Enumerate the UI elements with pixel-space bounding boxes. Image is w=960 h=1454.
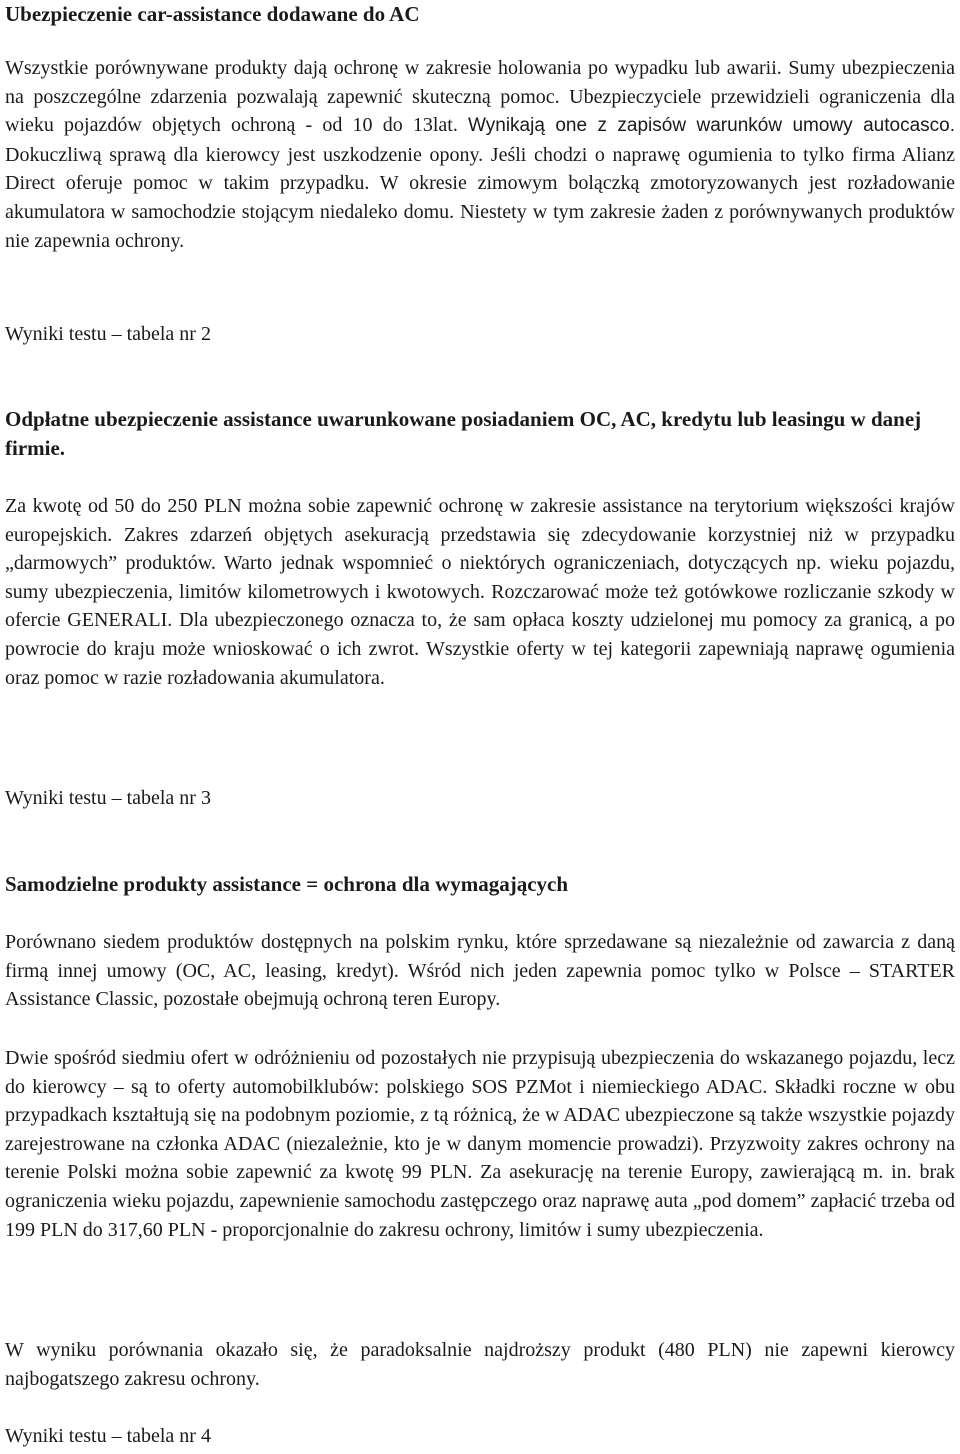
section-paragraph-standalone-3: W wyniku porównania okazało się, że paradoksalnie najdroższy produkt (480 PLN) nie zapewni kierowcy najbogatszego zakresu ochrony. (5, 1339, 955, 1390)
section-paragraph-paid-assistance: Za kwotę od 50 do 250 PLN można sobie zapewnić ochronę w zakresie assistance na terytorium większości krajów europejskich. Zakres zdarzeń objętych asekuracją przedstawia się zdecydowanie korzystniej niż w przypadku „darmowych” produktów. Warto jednak wspomnieć o niektórych ograniczeniach, dotyczących np. wieku pojazdu, sumy ubezpieczenia, limitów kilometrowych i kwotowych. Rozczarować może też gotówkowe rozliczanie szkody w ofercie GENERALI. Dla ubezpieczonego oznacza to, że sam opłaca koszty udzielonej mu pomocy za granicą, a po powrocie do kraju może wnioskować o ich zwrot. Wszystkie oferty w tej kategorii zapewniają naprawę ogumienia oraz pomoc w razie rozładowania akumulatora. (5, 495, 955, 689)
section-paragraph-standalone-1: Porównano siedem produktów dostępnych na polskim rynku, które sprzedawane są niezależnie od zawarcia z daną firmą innej umowy (OC, AC, leasing, kredyt). Wśród nich jeden zapewnia pomoc tylko w Polsce – STARTER Assistance Classic, pozostałe obejmują ochroną teren Europy. (5, 931, 955, 1011)
section-heading-car-assistance: Ubezpieczenie car-assistance dodawane do AC (5, 2, 420, 26)
paragraph-text-part: Dokuczliwą sprawą dla kierowcy jest uszkodzenie opony. Jeśli chodzi o naprawę ogumienia to tylko firma Alianz Direct oferuje pomoc w takim przypadku. (5, 143, 955, 195)
paragraph-text-part: W okresie zimowym bolączką zmotoryzowanych jest rozładowanie akumulatora w samochodzie stojącym niedaleko domu. Niestety w tym zakresie żaden z porównywanych produktów nie zapewnia ochrony. (5, 172, 955, 252)
paragraph-text-part: Wszystkie porównywane produkty dają ochronę w zakresie holowania po wypadku lub awarii. Sumy ubezpieczenia na poszczególne zdarzenia pozwalają zapewnić skuteczną pomoc. Ubezpieczyciele przewidzieli ograniczenia dla wieku pojazdów objętych ochroną - od 10 do 13lat. (5, 57, 955, 137)
section-heading-standalone-assistance: Samodzielne produkty assistance = ochrona dla wymagających (5, 872, 569, 896)
paragraph-text-part: Wynikają one z zapisów warunków umowy autocasco. (468, 115, 955, 137)
table-caption-2: Wyniki testu – tabela nr 2 (5, 323, 211, 345)
table-caption-3: Wyniki testu – tabela nr 3 (5, 787, 211, 809)
section-paragraph-car-assistance (5, 54, 955, 255)
table-caption-4: Wyniki testu – tabela nr 4 (5, 1425, 211, 1447)
section-paragraph-standalone-2: Dwie spośród siedmiu ofert w odróżnieniu od pozostałych nie przypisują ubezpieczenia do wskazanego pojazdu, lecz do kierowcy – są to oferty automobilklubów: polskiego SOS PZMot i niemieckiego ADAC. Składki roczne w obu przypadkach kształtują się na podobnym poziomie, z tą różnicą, że w ADAC ubezpieczone są także wszystkie pojazdy zarejestrowane na członka ADAC (niezależnie, kto je w danym momencie prowadzi). Przyzwoity zakres ochrony na terenie Polski można sobie zapewnić za kwotę 99 PLN. Za asekurację na terenie Europy, zawierającą m. in. brak ograniczenia wieku pojazdu, zapewnienie samochodu zastępczego oraz naprawę auta „pod domem” zapłacić trzeba od 199 PLN do 317,60 PLN - proporcjonalnie do zakresu ochrony, limitów i sumy ubezpieczenia. (5, 1047, 955, 1241)
section-heading-paid-assistance: Odpłatne ubezpieczenie assistance uwarunkowane posiadaniem OC, AC, kredytu lub leasingu w danej firmie. (5, 407, 922, 460)
